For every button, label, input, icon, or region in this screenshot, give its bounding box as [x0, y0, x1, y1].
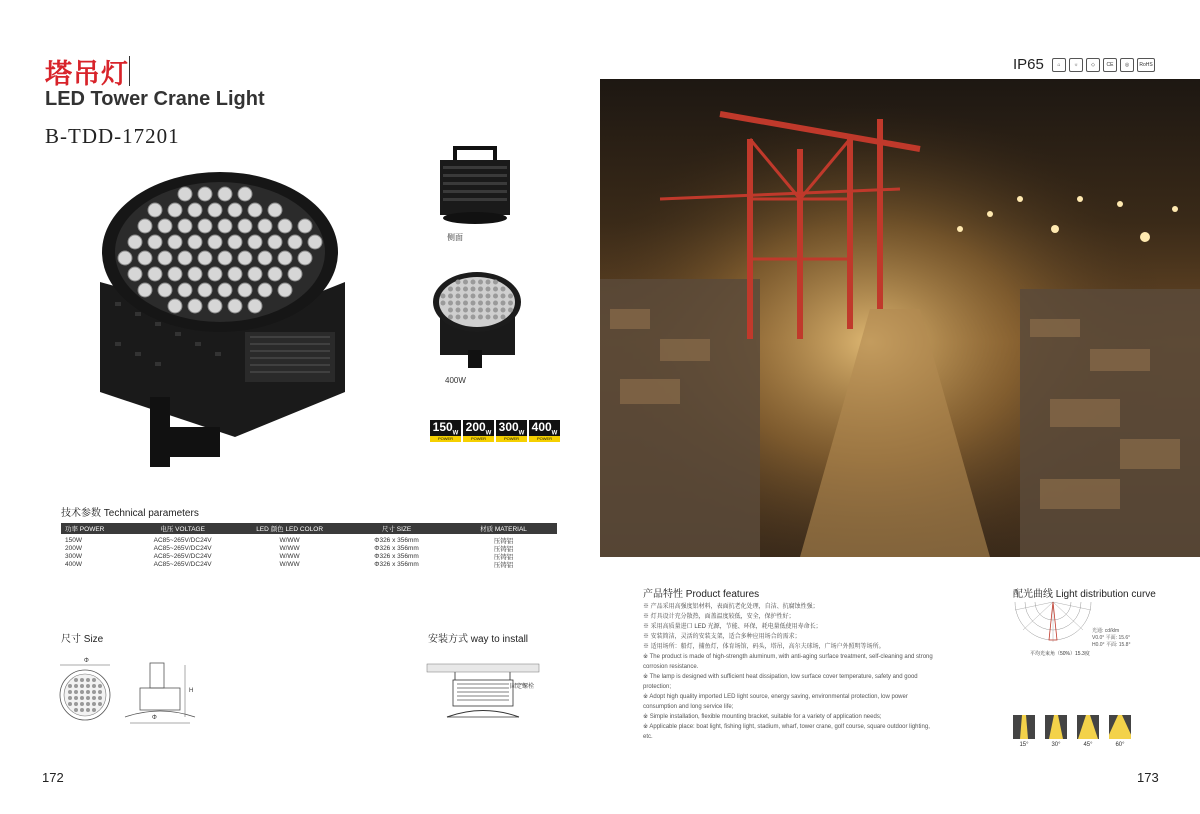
power-badge: [496, 420, 527, 442]
beam-angle-label: 30°: [1051, 742, 1061, 748]
beam-angle-label: 15°: [1019, 742, 1029, 748]
table-cell: W/WW: [279, 552, 300, 560]
table-cell: 压铸铝: [493, 553, 514, 561]
table-cell: 压铸铝: [493, 537, 514, 545]
feature-item-cn: ※ 采用高质量进口 LED 光源，节能、环保，耗电量低使用寿命长；: [643, 624, 822, 630]
table-cell: W/WW: [279, 544, 300, 552]
cert-icons: [1052, 58, 1155, 72]
feature-item-en: ※ Adopt high quality imported LED light source, energy saving, environmental protection, low power consumption and long service life;: [643, 694, 908, 710]
column-header: 材质 MATERIAL: [480, 526, 527, 533]
front-view-image: [430, 270, 525, 370]
english-title: LED Tower Crane Light: [45, 88, 265, 110]
column-header: 功率 POWER: [65, 526, 105, 533]
power-badge: [430, 420, 461, 442]
column-header: LED 颜色 LED COLOR: [256, 526, 324, 533]
badge-value: $300_W$: [498, 420, 525, 437]
beam-angle-label: 45°: [1083, 742, 1093, 748]
beam-icon: [1077, 715, 1099, 739]
table-cell: Φ326 x 356mm: [374, 560, 419, 568]
badge-value: $150_W$: [432, 420, 459, 437]
install-heading: 安装方式 way to install: [428, 634, 529, 645]
table-cell: Φ326 x 356mm: [374, 544, 419, 552]
beam-angle-item: [1077, 715, 1099, 748]
size-phi-bottom: Φ: [152, 715, 157, 721]
polar-diagram: [1013, 600, 1093, 645]
beam-icon: [1045, 715, 1067, 739]
title-divider: [129, 56, 130, 86]
side-view-label: 侧面: [447, 233, 463, 242]
beam-angle-label: 60°: [1115, 742, 1125, 748]
table-cell: Φ326 x 356mm: [374, 536, 419, 544]
badge-sub: POWER: [463, 436, 494, 442]
features-heading: 产品特性 Product features: [643, 589, 760, 600]
table-row: [61, 560, 557, 568]
feature-item-en: ※ The product is made of high-strength aluminum, with anti-aging surface treatment, self-cleaning and strong corrosion resistance.: [643, 654, 933, 670]
table-cell: 200W: [65, 544, 82, 552]
install-bolt-label: 固定螺栓: [510, 684, 535, 690]
beam-angle-icons: [1013, 715, 1131, 748]
badge-value: $200_W$: [465, 420, 492, 437]
table-cell: 150W: [65, 536, 82, 544]
ccc-icon: ◇: [1086, 58, 1100, 72]
table-cell: AC85~265V/DC24V: [153, 552, 212, 560]
power-label: 400W: [445, 376, 466, 385]
tech-heading: 技术参数 Technical parameters: [61, 508, 199, 519]
beam-angle-item: [1045, 715, 1067, 748]
column-header: 电压 VOLTAGE: [160, 526, 205, 533]
table-cell: 400W: [65, 560, 82, 568]
beam-icon: [1013, 715, 1035, 739]
table-cell: AC85~265V/DC24V: [153, 544, 212, 552]
badge-sub: POWER: [529, 436, 560, 442]
ce-icon: CE: [1103, 58, 1117, 72]
port-night-photo: [600, 79, 1200, 557]
feature-item-en: ※ Simple installation, flexible mounting bracket, suitable for a variety of application needs;: [643, 714, 882, 720]
tech-table-header: [61, 523, 557, 534]
ccc-circle-icon: ◎: [1120, 58, 1134, 72]
beam-icon: [1109, 715, 1131, 739]
feature-item-cn: ※ 适用场所：船灯，捕鱼灯，体育场馆，码头，塔吊，高尔夫球场，广场户外照明等场所。: [643, 644, 885, 650]
badge-value: $400_W$: [531, 420, 558, 437]
legend-item: H0.0° 平面: 15.8°: [1092, 642, 1131, 648]
beam-angle-item: [1013, 715, 1035, 748]
size-phi-top: Φ: [84, 658, 89, 664]
badge-sub: POWER: [496, 436, 527, 442]
badge-sub: POWER: [430, 436, 461, 442]
side-view-image: [435, 140, 515, 235]
legend-item: V0.0° 平面: 15.6°: [1092, 635, 1131, 641]
size-h: H: [189, 688, 194, 694]
table-cell: 压铸铝: [493, 545, 514, 553]
page-number-left: 172: [42, 770, 64, 785]
column-header: 尺寸 SIZE: [381, 526, 412, 533]
power-badges: [430, 420, 560, 442]
table-cell: AC85~265V/DC24V: [153, 560, 212, 568]
main-product-image: [95, 172, 355, 472]
beam-angle-item: [1109, 715, 1131, 748]
rohs-icon: RoHS: [1137, 58, 1155, 72]
distribution-caption: 平均光束角（50%）15.3度: [1030, 651, 1090, 657]
power-badge: [463, 420, 494, 442]
table-cell: AC85~265V/DC24V: [153, 536, 212, 544]
feature-item-cn: ※ 安装简洁，灵活的安装支架，适合多种应用场合的需求；: [643, 634, 801, 640]
features-list: [643, 602, 935, 742]
table-cell: W/WW: [279, 536, 300, 544]
model-number: B-TDD-17201: [45, 124, 180, 148]
distribution-legend: [1092, 628, 1130, 649]
ip-icon: ⌂: [1052, 58, 1066, 72]
power-badge: [529, 420, 560, 442]
feature-item-cn: ※ 产品采用高强度铝材料，表面抗老化处理，自洁、抗腐蚀性强；: [643, 604, 819, 610]
page-number-right: 173: [1137, 770, 1159, 785]
table-cell: W/WW: [279, 560, 300, 568]
table-cell: 压铸铝: [493, 561, 514, 569]
feature-item-en: ※ The lamp is designed with sufficient heat dissipation, low surface cover temperature, safety and good protection;: [643, 674, 918, 690]
distribution-heading: 配光曲线 Light distribution curve: [1013, 589, 1156, 600]
ip65-rating: IP65: [1013, 56, 1044, 73]
table-cell: Φ326 x 356mm: [374, 552, 419, 560]
table-cell: 300W: [65, 552, 82, 560]
tech-table: [61, 523, 557, 568]
feature-item-en: ※ Applicable place: boat light, fishing light, stadium, wharf, tower crane, golf course, square outdoor lighting, etc.: [643, 724, 930, 740]
legend-item: 光通: cd/klm: [1092, 628, 1120, 634]
feature-item-cn: ※ 灯具设计充分散热，面盖温度较低，安全，保护性好；: [643, 614, 795, 620]
chinese-title: 塔吊灯: [45, 59, 129, 90]
install-drawing: [425, 662, 545, 732]
size-heading: 尺寸 Size: [61, 634, 104, 645]
sun-icon: ☼: [1069, 58, 1083, 72]
